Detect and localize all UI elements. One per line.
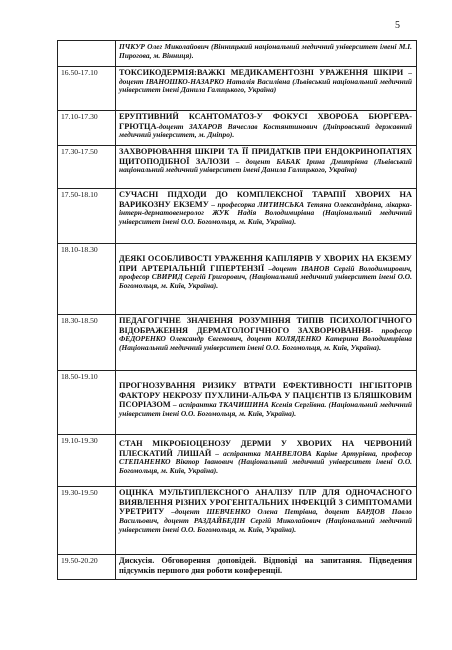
table-row <box>58 244 417 315</box>
separator: – <box>403 68 412 77</box>
table-row <box>58 111 417 146</box>
time-cell: 17.50-18.10 <box>58 189 116 244</box>
separator: - <box>156 121 159 131</box>
session-cell <box>116 41 417 67</box>
table-row <box>58 67 417 111</box>
separator: – <box>208 199 218 209</box>
session-title: ДЕЯКІ ОСОБЛИВОСТІ УРАЖЕННЯ КАПІЛЯРІВ У ХВОРИХ НА ЕКЗЕМУ ПРИ АРТЕРІАЛЬНІЙ ГІПЕРТЕНЗІЇ <box>119 254 412 273</box>
session-speakers: професор ФЕДОРЕНКО Олександр Євгенович, доцент КОЛЯДЕНКО Катерина Володимирівна (Національний медичний університет імені О.О. Богомольця, м. Київ, Україна). <box>119 325 413 353</box>
time-cell: 18.30-18.50 <box>58 315 116 371</box>
session-cell <box>116 67 417 111</box>
time-cell: 16.50-17.10 <box>58 67 116 111</box>
page-number: 5 <box>395 20 400 31</box>
table-row <box>58 371 417 435</box>
session-speakers: доцент ШЕВЧЕНКО Олена Петрівна, доцент БАРДОВ Павло Васильович, доцент РАЗДАЙБЕДІН Сергій Миколайович (Національний медичний університет імені О.О. Богомольця, м. Київ, Україна). <box>119 507 412 534</box>
session-speakers: доцент ІВАНОШКО-НАЗАРКО Наталія Василівна (Львівський національний медичний університет імені Данила Галицького, Україна) <box>119 76 412 95</box>
session-speakers: аспірантка ТКАЧИШИНА Ксенія Сергіївна. (Національний медичний університет імені О.О. Богомольця, м. Київ, Україна). <box>119 400 412 419</box>
session-title: СУЧАСНІ ПІДХОДИ ДО КОМПЛЕКСНОЇ ТАРАПІЇ ХВОРИХ НА ВАРИКОЗНУ ЕКЗЕМУ <box>119 190 412 209</box>
session-cell <box>116 111 417 146</box>
separator: – <box>229 156 246 166</box>
session-title: ПРОГНОЗУВАННЯ РИЗИКУ ВТРАТИ ЕФЕКТИВНОСТІ ІНГІБІТОРІВ ФАКТОРУ НЕКРОЗУ ПУХЛИНИ-АЛЬФА У ПАЦІЄНТІВ ІЗ БЛЯШКОВИМ ПСОРІАЗОМ <box>119 381 412 410</box>
session-speakers: доцент ЗАХАРОВ Вячеслав Костянтинович (Дніпровський державний медичний університет, м. Дніпро). <box>119 121 412 140</box>
session-speakers: доцент ІВАНОВ Сергій Володимирович, професор СВИРИД Сергій Григорович, (Національний медичний університет імені О.О. Богомольця, м. Київ, Україна). <box>119 263 413 291</box>
session-title: ЗАХВОРЮВАННЯ ШКІРИ ТА ЇЇ ПРИДАТКІВ ПРИ ЕНДОКРИНОПАТІЯХ ЩИТОПОДІБНОЇ ЗАЛОЗИ <box>119 147 412 166</box>
time-cell: 17.10-17.30 <box>58 111 116 146</box>
session-cell <box>116 189 417 244</box>
session-speakers: професорка ЛИТИНСЬКА Тетяна Олександрівна, лікарка-інтерн-дерматовенеролог ЖУК Надія Володимирівна (Національний медичний університет імені О.О. Богомольця, м. Київ, Україна). <box>119 199 413 227</box>
separator: – <box>211 448 223 458</box>
separator: - <box>370 325 382 335</box>
table-row <box>58 487 417 555</box>
table-row <box>58 41 417 67</box>
session-cell <box>116 435 417 487</box>
session-title: ЕРУПТИВНИЙ КСАНТОМАТОЗ-У ФОКУСІ ХВОРОБА БЮРГЕРА-ГРЮТЦА <box>119 112 412 131</box>
session-cell <box>116 371 417 435</box>
session-speakers: доцент БАБАК Ірина Дмитрівна (Львівський національний медичний університет імені Данила Галицького, Україна) <box>119 156 412 175</box>
time-cell: 19.10-19.30 <box>58 435 116 487</box>
session-cell <box>116 487 417 555</box>
session-cell <box>116 244 417 315</box>
table-row <box>58 189 417 244</box>
program-table <box>57 40 417 580</box>
time-cell <box>58 41 116 67</box>
session-title: ОЦІНКА МУЛЬТИПЛЕКСНОГО АНАЛІЗУ ПЛР ДЛЯ ОДНОЧАСНОГО ВИЯВЛЕННЯ РІЗНИХ УРОГЕНІТАЛЬНИХ ІНФЕКЦІЙ З СИМПТОМАМИ УРЕТРИТУ <box>119 488 412 517</box>
session-title: ТОКСИКОДЕРМІЯ:ВАЖКІ МЕДИКАМЕНТОЗНІ УРАЖЕННЯ ШКІРИ <box>119 68 404 77</box>
separator: – <box>264 263 273 273</box>
session-title: Дискусія. Обговорення доповідей. Відповіді на запитання. Підведення підсумків першого дня роботи конференції. <box>119 556 412 575</box>
table-row <box>58 315 417 371</box>
session-speakers: аспірантка МАНВЕЛОВА Каріне Артурівна, професор СТЕПАНЕНКО Віктор Іванович (Національний медичний університет імені О.О. Богомольця, м. Київ, Україна). <box>119 448 412 476</box>
time-cell: 17.30-17.50 <box>58 146 116 189</box>
session-title: СТАН МІКРОБІОЦЕНОЗУ ДЕРМИ У ХВОРИХ НА ЧЕРВОНИЙ ПЛЕСКАТИЙ ЛИШАЙ <box>119 439 412 458</box>
separator: – <box>164 507 175 517</box>
session-cell <box>116 555 417 580</box>
session-title: ПЕДАГОГІЧНЕ ЗНАЧЕННЯ РОЗУМІННЯ ТИПІВ ПСИХОЛОГІЧНОГО ВІДОБРАЖЕННЯ ДЕРМАТОЛОГІЧНОГО ЗАХВОРЮВАННЯ <box>119 316 412 335</box>
separator: – <box>170 400 179 410</box>
time-cell: 18.10-18.30 <box>58 244 116 315</box>
time-cell: 19.30-19.50 <box>58 487 116 555</box>
session-cell <box>116 146 417 189</box>
session-cell <box>116 315 417 371</box>
table-row <box>58 555 417 580</box>
time-cell: 18.50-19.10 <box>58 371 116 435</box>
table-row <box>58 146 417 189</box>
time-cell: 19.50-20.20 <box>58 555 116 580</box>
session-speakers: ПЧКУР Олег Миколайович (Вінницький національний медичний університет імені М.І. Пирогова, м. Вінниця). <box>119 42 412 60</box>
table-row <box>58 435 417 487</box>
